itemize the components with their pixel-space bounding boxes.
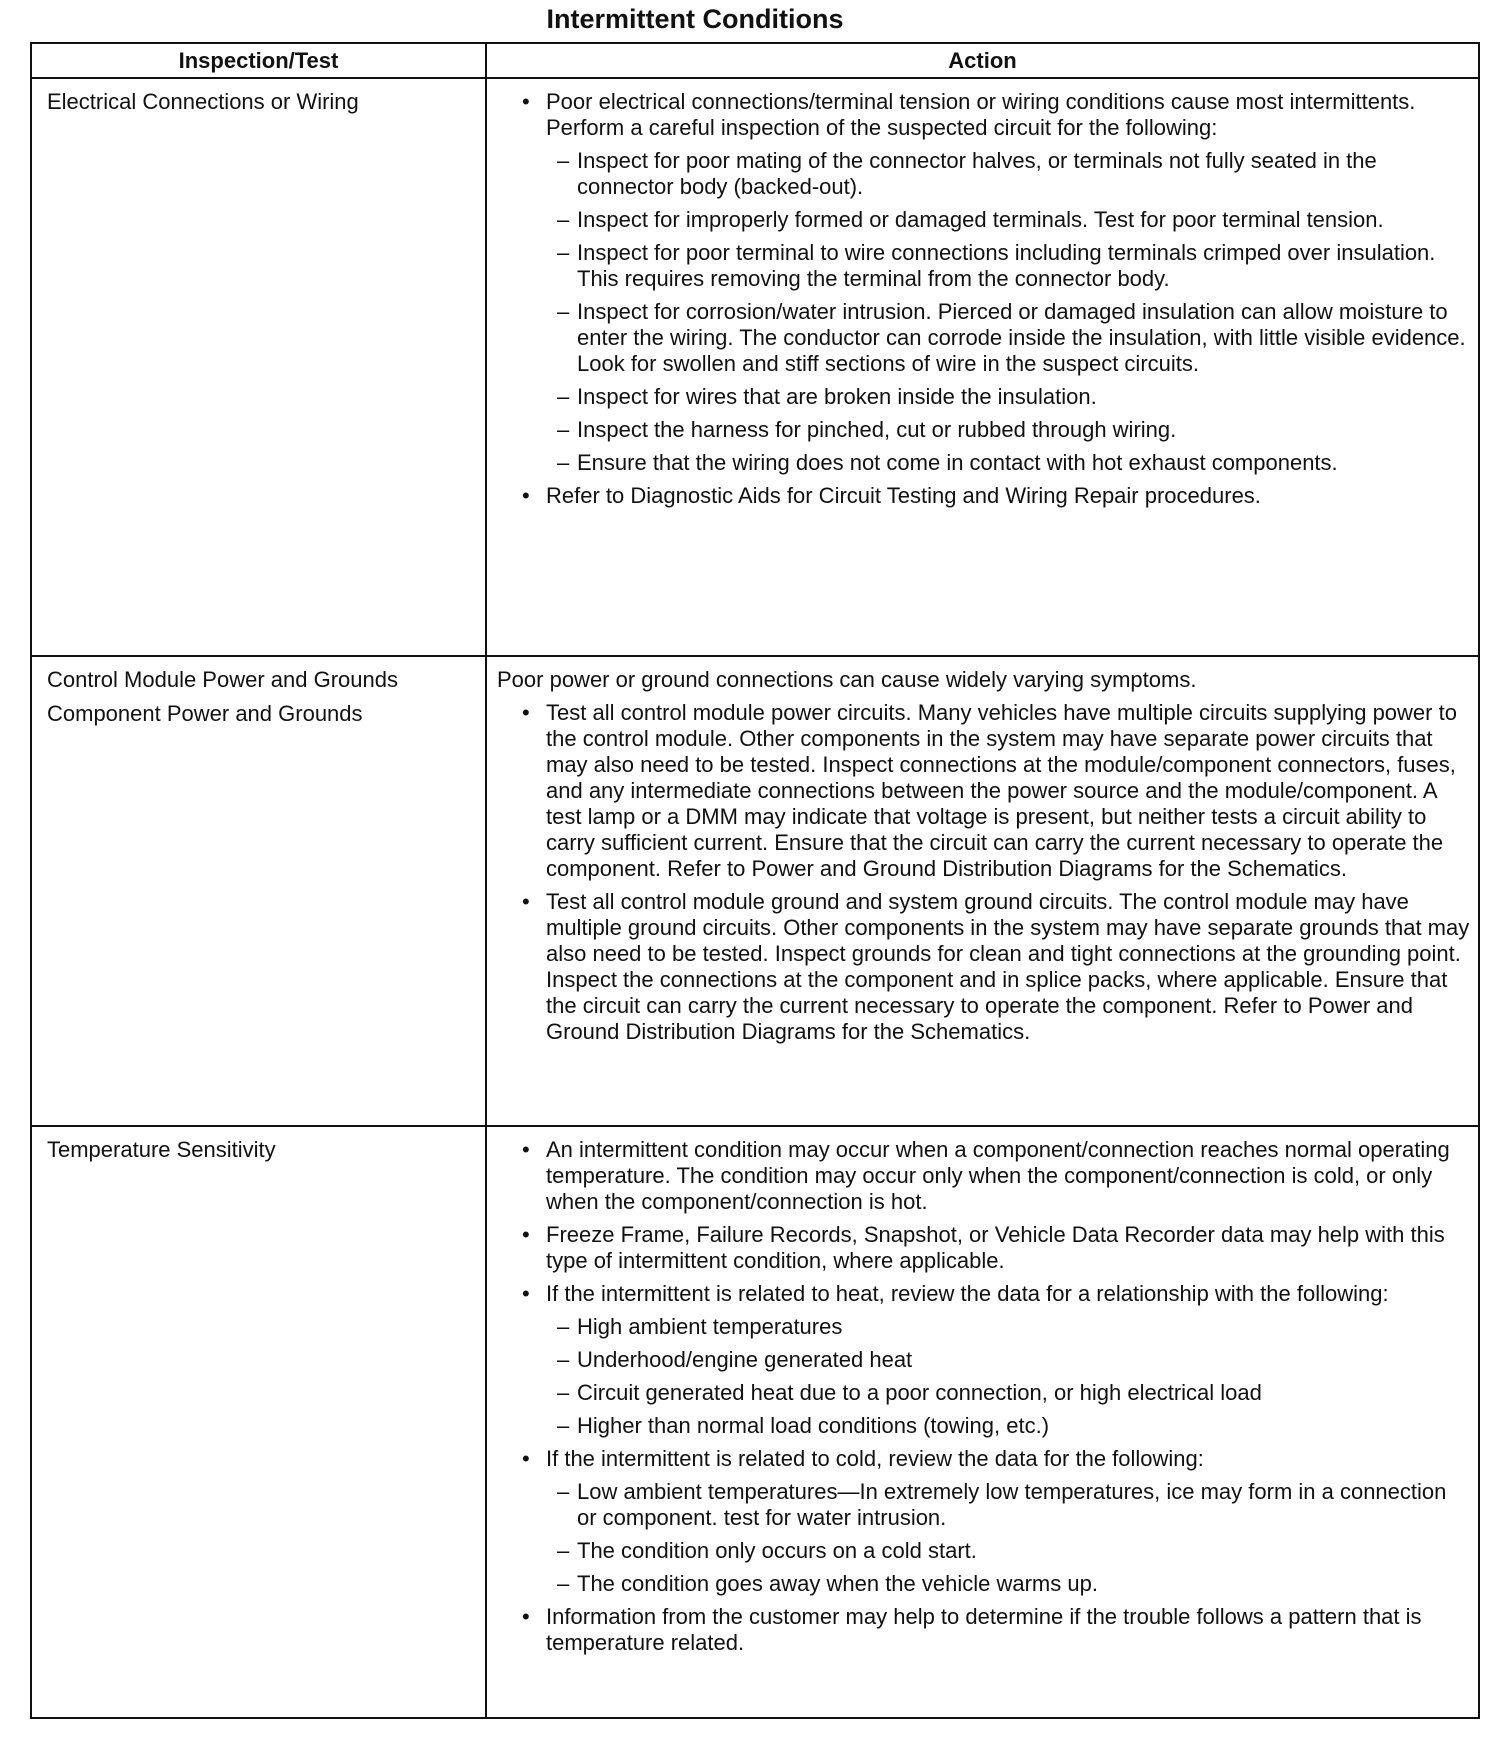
- inspection-label: Temperature Sensitivity: [47, 1137, 276, 1162]
- bullet-item: [522, 1604, 1470, 1656]
- bullet-icon: •: [522, 483, 530, 508]
- sub-item: [557, 1571, 1470, 1597]
- bullet-icon: •: [522, 1446, 530, 1471]
- dash-icon: –: [557, 417, 570, 442]
- bullet-icon: •: [522, 889, 530, 914]
- bullet-item: [522, 700, 1470, 882]
- sub-text: Circuit generated heat due to a poor connection, or high electrical load: [577, 1380, 1262, 1405]
- bullet-icon: •: [522, 1222, 530, 1247]
- dash-icon: –: [557, 450, 570, 475]
- sub-text: Inspect the harness for pinched, cut or rubbed through wiring.: [577, 417, 1177, 442]
- sub-text: Low ambient temperatures—In extremely low temperatures, ice may form in a connection or component. test for water intrusion.: [577, 1479, 1447, 1530]
- sub-item: [557, 450, 1470, 476]
- sub-item: [557, 384, 1470, 410]
- bullet-icon: •: [522, 1137, 530, 1162]
- bullet-icon: •: [522, 1281, 530, 1306]
- bullet-icon: •: [522, 89, 530, 114]
- dash-icon: –: [557, 1479, 570, 1504]
- sub-text: Inspect for corrosion/water intrusion. Pierced or damaged insulation can allow moisture to enter the wiring. The conductor can corrode inside the insulation, with little visible evidence. Look for swollen and stiff sections of wire in the suspect circuits.: [577, 299, 1466, 376]
- sub-item: [557, 299, 1470, 377]
- table-header-row: [31, 43, 1479, 78]
- sub-text: Inspect for poor terminal to wire connections including terminals crimped over insulation. This requires removing the terminal from the connector body.: [577, 240, 1436, 291]
- sub-item: [557, 1347, 1470, 1373]
- bullet-text: Information from the customer may help to determine if the trouble follows a pattern that is temperature related.: [546, 1604, 1422, 1655]
- dash-icon: –: [557, 1571, 570, 1596]
- dash-icon: –: [557, 240, 570, 265]
- dash-icon: –: [557, 1413, 570, 1438]
- inspection-cell: [31, 78, 486, 656]
- bullet-item: [522, 1281, 1470, 1307]
- action-cell: [486, 78, 1479, 656]
- bullet-item: [522, 483, 1470, 509]
- bullet-item: [522, 1137, 1470, 1215]
- dash-icon: –: [557, 1347, 570, 1372]
- sub-text: The condition goes away when the vehicle warms up.: [577, 1571, 1098, 1596]
- dash-icon: –: [557, 299, 570, 324]
- bullet-item: [522, 89, 1470, 141]
- dash-icon: –: [557, 1380, 570, 1405]
- sub-text: Higher than normal load conditions (towing, etc.): [577, 1413, 1050, 1438]
- sub-text: Inspect for poor mating of the connector halves, or terminals not fully seated in the connector body (backed-out).: [577, 148, 1377, 199]
- sub-text: Underhood/engine generated heat: [577, 1347, 913, 1372]
- column-header-action: Action: [486, 43, 1479, 78]
- sub-text: Inspect for wires that are broken inside the insulation.: [577, 384, 1097, 409]
- inspection-label: Control Module Power and Grounds: [47, 667, 398, 692]
- bullet-icon: •: [522, 1604, 530, 1629]
- dash-icon: –: [557, 384, 570, 409]
- table-row: [31, 1126, 1479, 1718]
- action-text: Poor power or ground connections can cause widely varying symptoms.: [497, 667, 1197, 692]
- bullet-icon: •: [522, 700, 530, 725]
- bullet-text: Test all control module power circuits. Many vehicles have multiple circuits supplying power to the control module. Other components in the system may have separate power circuits that may also need to be tested. Inspect connections at the module/component connectors, fuses, and any intermediate connections between the power source and the module/component. A test lamp or a DMM may indicate that voltage is present, but neither tests a circuit ability to carry sufficient current. Ensure that the circuit can carry the current necessary to operate the component. Refer to Power and Ground Distribution Diagrams for the Schematics.: [546, 700, 1457, 881]
- bullet-text: Freeze Frame, Failure Records, Snapshot, or Vehicle Data Recorder data may help with this type of intermittent condition, where applicable.: [546, 1222, 1445, 1273]
- sub-item: [557, 1413, 1470, 1439]
- sub-item: [557, 1479, 1470, 1531]
- sub-item: [557, 1380, 1470, 1406]
- action-cell: [486, 656, 1479, 1126]
- bullet-text: Poor electrical connections/terminal tension or wiring conditions cause most intermittents. Perform a careful inspection of the suspected circuit for the following:: [546, 89, 1416, 140]
- bullet-text: An intermittent condition may occur when a component/connection reaches normal operating temperature. The condition may occur only when the component/connection is cold, or only when the component/connection is hot.: [546, 1137, 1450, 1214]
- sub-text: Inspect for improperly formed or damaged terminals. Test for poor terminal tension.: [577, 207, 1384, 232]
- bullet-text: If the intermittent is related to heat, review the data for a relationship with the following:: [546, 1281, 1389, 1306]
- inspection-cell: [31, 656, 486, 1126]
- dash-icon: –: [557, 148, 570, 173]
- dash-icon: –: [557, 1538, 570, 1563]
- sub-item: [557, 240, 1470, 292]
- table-row: [31, 78, 1479, 656]
- page-title: Intermittent Conditions: [546, 4, 844, 34]
- dash-icon: –: [557, 207, 570, 232]
- bullet-text: If the intermittent is related to cold, review the data for the following:: [546, 1446, 1204, 1471]
- bullet-text: Refer to Diagnostic Aids for Circuit Testing and Wiring Repair procedures.: [546, 483, 1261, 508]
- table-row: [31, 656, 1479, 1126]
- sub-item: [557, 1314, 1470, 1340]
- column-header-inspection: Inspection/Test: [31, 43, 486, 78]
- sub-item: [557, 1538, 1470, 1564]
- sub-item: [557, 207, 1470, 233]
- sub-text: High ambient temperatures: [577, 1314, 843, 1339]
- sub-item: [557, 148, 1470, 200]
- inspection-label: Electrical Connections or Wiring: [47, 89, 359, 114]
- bullet-text: Test all control module ground and system ground circuits. The control module may have multiple ground circuits. Other components in the system may have separate grounds that may also need to be tested. Inspect grounds for clean and tight connections at the grounding point. Inspect the connections at the component and in splice packs, where applicable. Ensure that the circuit can carry the current necessary to operate the component. Refer to Power and Ground Distribution Diagrams for the Schematics.: [546, 889, 1470, 1044]
- dash-icon: –: [557, 1314, 570, 1339]
- bullet-item: [522, 889, 1470, 1045]
- inspection-cell: [31, 1126, 486, 1718]
- inspection-label: Component Power and Grounds: [47, 701, 363, 726]
- intermittent-conditions-table: [30, 42, 1480, 1719]
- sub-item: [557, 417, 1470, 443]
- sub-text: Ensure that the wiring does not come in contact with hot exhaust components.: [577, 450, 1338, 475]
- bullet-item: [522, 1222, 1470, 1274]
- bullet-item: [522, 1446, 1470, 1472]
- sub-text: The condition only occurs on a cold start.: [577, 1538, 977, 1563]
- action-cell: [486, 1126, 1479, 1718]
